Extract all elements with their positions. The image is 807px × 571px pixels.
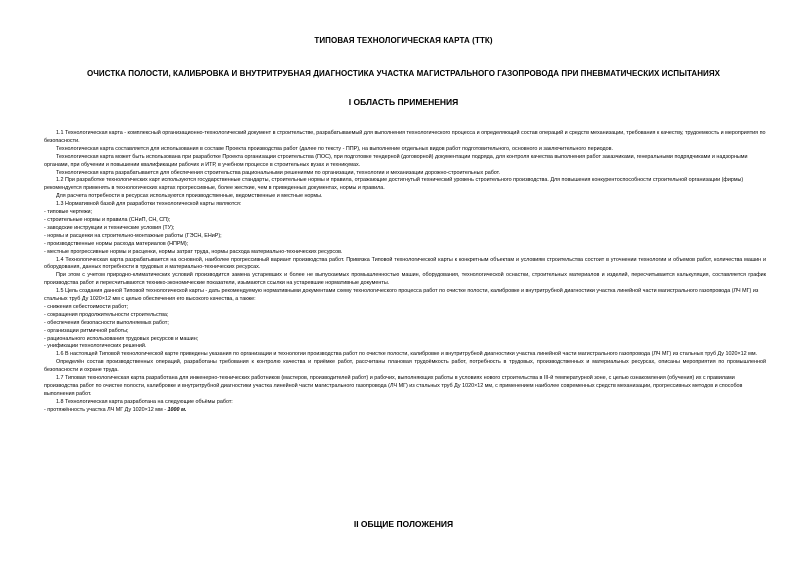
list-item: - местные прогрессивные нормы и расценки, нормы затрат труда, нормы расхода материально-технических ресурсов. bbox=[44, 248, 343, 255]
list-item: - строительные нормы и правила (СНиП, СН, СП); bbox=[44, 216, 171, 223]
document-body bbox=[44, 130, 766, 415]
paragraph bbox=[44, 288, 766, 304]
paragraph-text: 1.6 В настоящей Типовой технологической карте приведены указания по организации и технологии производства работ по очистке полости, калибровке и внутритрубной диагностики участка линейной части магистрального газопровода (ЛЧ МГ) из стальных труб Ду 1020 bbox=[56, 351, 738, 358]
list-item: - заводские инструкции и технические условия (ТУ); bbox=[44, 224, 175, 231]
paragraph: Технологическая карта составляется для использования в составе Проекта производства работ (далее по тексту - ППР), на выполнение отдельных видов работ подготовительного, основного и заключительного периодов. bbox=[56, 145, 613, 152]
list-item: - рационального использования трудовых ресурсов и машин; bbox=[44, 335, 199, 342]
list-item: - нормы и расценки на строительно-монтажные работы (ГЭСН, ЕНиР); bbox=[44, 232, 222, 239]
paragraph: 1.3 Нормативной базой для разработки технологической карты являются: bbox=[56, 201, 242, 208]
times-symbol: × bbox=[737, 351, 741, 358]
paragraph: При этом с учетом природно-климатических условий производится замена устаревших и более не выпускаемых промышленностью машин, оборудования, технологической оснастки, строительных материалов и изделий, пересчитывается калькуляция, составляется график производства работ и пересчитываются технико-экономические показатели, изымаются ссылки на устаревшие нормативные документы. bbox=[44, 272, 766, 287]
list-item: - сокращения продолжительности строительства; bbox=[44, 311, 169, 318]
paragraph: 1.8 Технологическая карта разработана на следующие объёмы работ: bbox=[56, 398, 233, 405]
paragraph bbox=[44, 375, 766, 399]
paragraph: Для расчета потребности в ресурсах используются производственные, ведомственные и местные нормы. bbox=[56, 193, 323, 200]
paragraph-text: 12 мм - bbox=[147, 406, 168, 413]
paragraph: 1.2 При разработке технологических карт используются государственные стандарты, строительные нормы и правила, отражающие достигнутый технический уровень строительного производства. Для повышения конкурентоспособности строительной организации (фирмы) рекомендуется применять в технологических картах прогрессивные, более жесткие, чем в приведенных документах, нормы и правила. bbox=[44, 177, 744, 192]
paragraph-text: - протяжённость участка ЛЧ МГ Ду 1020 bbox=[44, 406, 145, 413]
times-symbol: × bbox=[101, 296, 105, 303]
emphasized-length: 1000 м. bbox=[167, 406, 187, 413]
paragraph: Технологическая карта разрабатывается для обеспечения строительства рациональными решениями по организации, технологии и механизации дорожно-строительных работ. bbox=[56, 169, 501, 176]
list-item: - снижения себестоимости работ; bbox=[44, 303, 129, 310]
list-item: - унификации технологических решений. bbox=[44, 343, 147, 350]
paragraph-text: 12 мм. bbox=[740, 351, 758, 358]
times-symbol: × bbox=[474, 383, 478, 389]
paragraph: Определён состав производственных операций, разработаны требования к контролю качества и приёмке работ, рассчитаны плановая трудоёмкость работ, потребность в трудовых, производственных и материальных ресурсах, описаны мероприятия по промышленной безопасности и охране труда. bbox=[44, 359, 766, 374]
paragraph-text: 1.5 Цель создания данной Типовой технологической карты - дать рекомендуемую нормативными документами схему технологического процесса работ по очистке полости, калибровке и внутритрубной диагностики участка линейной части магистрального газопровода (ЛЧ МГ) из стальных труб Ду 1020 bbox=[44, 288, 759, 303]
paragraph: 1.1 Технологическая карта - комплексный организационно-технологический документ в строительстве, разрабатываемый для выполнения технологического процесса и определяющий состав операций и средств механизации, требования к качеству, трудоемкость и мероприятия по безопасности. bbox=[44, 130, 766, 144]
paragraph-text: 12 мм с целью обеспечения его высокого качества, а также: bbox=[104, 296, 256, 303]
document-type-heading: ТИПОВАЯ ТЕХНОЛОГИЧЕСКАЯ КАРТА (ТТК) bbox=[314, 36, 493, 45]
paragraph: Технологическая карта может быть использована при разработке Проекта организации строительства (ПОС), при подготовке тендерной (договорной) документации подряда, для контроля качества выполнения работ заказчиками, генеральными подрядчиками и надзорными органами, при обучении и повышении квалификации рабочих и ИТР, в учебном процессе в строительных вузах и техникумах. bbox=[44, 153, 748, 168]
list-item: - типовые чертежи; bbox=[44, 209, 93, 216]
section-heading-scope: I ОБЛАСТЬ ПРИМЕНЕНИЯ bbox=[348, 97, 459, 107]
list-item: - обеспечения безопасности выполняемых работ; bbox=[44, 319, 169, 326]
paragraph-text: 12 мм, с применением наиболее современных средств механизации, прогрессивных методов и способов выполнения работ. bbox=[44, 383, 743, 397]
paragraph: 1.4 Технологическая карта разрабатывается на основной, наиболее прогрессивный вариант производства работ. Привязка Типовой технологической карты к конкретным объектам и условиям строительства состоит в уточнении технологии и объемов работ, количества машин и оборудования, данных потребности в трудовых и материально-технических ресурсах. bbox=[44, 256, 766, 271]
times-symbol: × bbox=[144, 406, 148, 413]
paragraph-text: 1.7 Типовая технологическая карта разработана для инженерно-технических работников (мастеров, производителей работ) и рабочих, выполняющих работы в условиях нового строительства в III-й температурной зоне, с целью ознакомления (обучения) их с правилами производства работ по очистке полости, калибровке и внутритрубной диагностики участка линейной части магистрального газопровода (ЛЧ МГ) из стальных труб Ду 1020 bbox=[44, 375, 735, 389]
document-title: ОЧИСТКА ПОЛОСТИ, КАЛИБРОВКА И ВНУТРИТРУБНАЯ ДИАГНОСТИКА УЧАСТКА МАГИСТРАЛЬНОГО ГАЗОПРОВОДА ПРИ ПНЕВМАТИЧЕСКИХ ИСПЫТАНИЯХ bbox=[86, 69, 721, 78]
list-item: - производственные нормы расхода материалов (НПРМ); bbox=[44, 240, 189, 247]
list-item bbox=[44, 407, 766, 415]
list-item: - организации ритмичной работы; bbox=[44, 327, 129, 334]
section-heading-general: II ОБЩИЕ ПОЛОЖЕНИЯ bbox=[353, 519, 454, 529]
